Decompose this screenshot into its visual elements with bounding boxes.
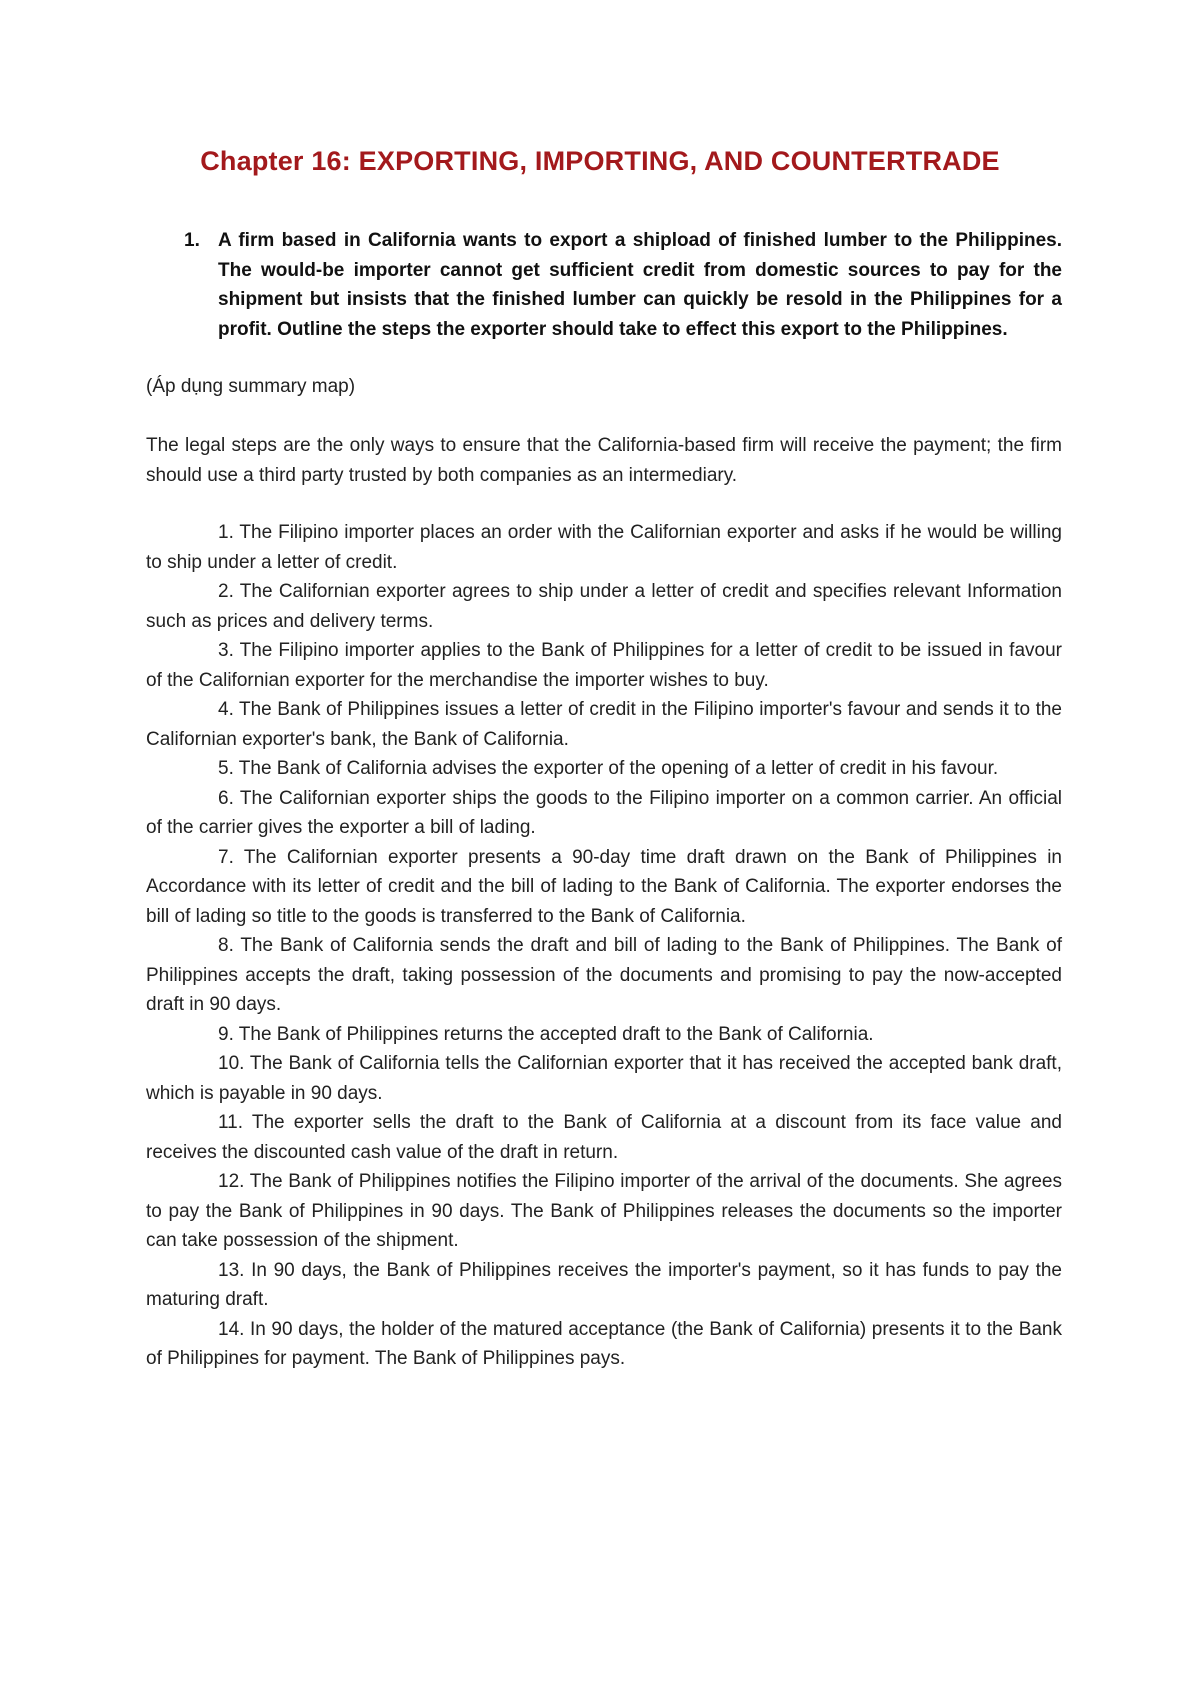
chapter-title: Chapter 16: EXPORTING, IMPORTING, AND COUNTERTRADE bbox=[200, 146, 1000, 176]
question-text: A firm based in California wants to export a shipload of finished lumber to the Philippines. The would-be importer cannot get sufficient credit from domestic sources to pay for the shipment but insists that the finished lumber can quickly be resold in the Philippines for a profit. Outline the steps the exporter should take to effect this export to the Philippines. bbox=[218, 230, 1062, 340]
summary-map-note: (Áp dụng summary map) bbox=[146, 376, 356, 397]
step-item: 5. The Bank of California advises the exporter of the opening of a letter of credit in his favour. bbox=[218, 758, 999, 779]
step-item: 2. The Californian exporter agrees to ship under a letter of credit and specifies relevant Information such as prices and delivery terms. bbox=[146, 581, 1062, 632]
step-item: 12. The Bank of Philippines notifies the Filipino importer of the arrival of the documents. She agrees to pay the Bank of Philippines in 90 days. The Bank of Philippines releases the documents so the importer can take possession of the shipment. bbox=[146, 1171, 1062, 1251]
intro-paragraph: The legal steps are the only ways to ensure that the California-based firm will receive the payment; the firm should use a third party trusted by both companies as an intermediary. bbox=[146, 435, 1062, 486]
step-item: 7. The Californian exporter presents a 90-day time draft drawn on the Bank of Philippines in Accordance with its letter of credit and the bill of lading to the Bank of California. The exporter endorses the bill of lading so title to the goods is transferred to the Bank of California. bbox=[146, 846, 1062, 927]
question-number: 1. bbox=[184, 230, 200, 251]
step-item: 4. The Bank of Philippines issues a letter of credit in the Filipino importer's favour and sends it to the Californian exporter's bank, the Bank of California. bbox=[146, 699, 1062, 750]
step-item: 10. The Bank of California tells the Californian exporter that it has received the accepted bank draft, which is payable in 90 days. bbox=[146, 1053, 1062, 1104]
step-item: 9. The Bank of Philippines returns the accepted draft to the Bank of California. bbox=[218, 1023, 874, 1045]
step-item: 11. The exporter sells the draft to the Bank of California at a discount from its face value and receives the discounted cash value of the draft in return. bbox=[146, 1112, 1062, 1163]
step-item: 13. In 90 days, the Bank of Philippines receives the importer's payment, so it has funds to pay the maturing draft. bbox=[146, 1259, 1062, 1310]
step-item: 1. The Filipino importer places an order with the Californian exporter and asks if he would be willing to ship under a letter of credit. bbox=[146, 522, 1062, 573]
steps-list bbox=[146, 518, 1062, 1374]
step-item: 6. The Californian exporter ships the goods to the Filipino importer on a common carrier. An official of the carrier gives the exporter a bill of lading. bbox=[146, 787, 1062, 838]
step-item: 3. The Filipino importer applies to the Bank of Philippines for a letter of credit to be issued in favour of the Californian exporter for the merchandise the importer wishes to buy. bbox=[146, 640, 1062, 691]
step-item: 8. The Bank of California sends the draft and bill of lading to the Bank of Philippines. The Bank of Philippines accepts the draft, taking possession of the documents and promising to pay the now-accepted draft in 90 days. bbox=[146, 935, 1062, 1015]
question-1 bbox=[146, 226, 1062, 344]
step-item: 14. In 90 days, the holder of the matured acceptance (the Bank of California) presents it to the Bank of Philippines for payment. The Bank of Philippines pays. bbox=[146, 1318, 1062, 1369]
